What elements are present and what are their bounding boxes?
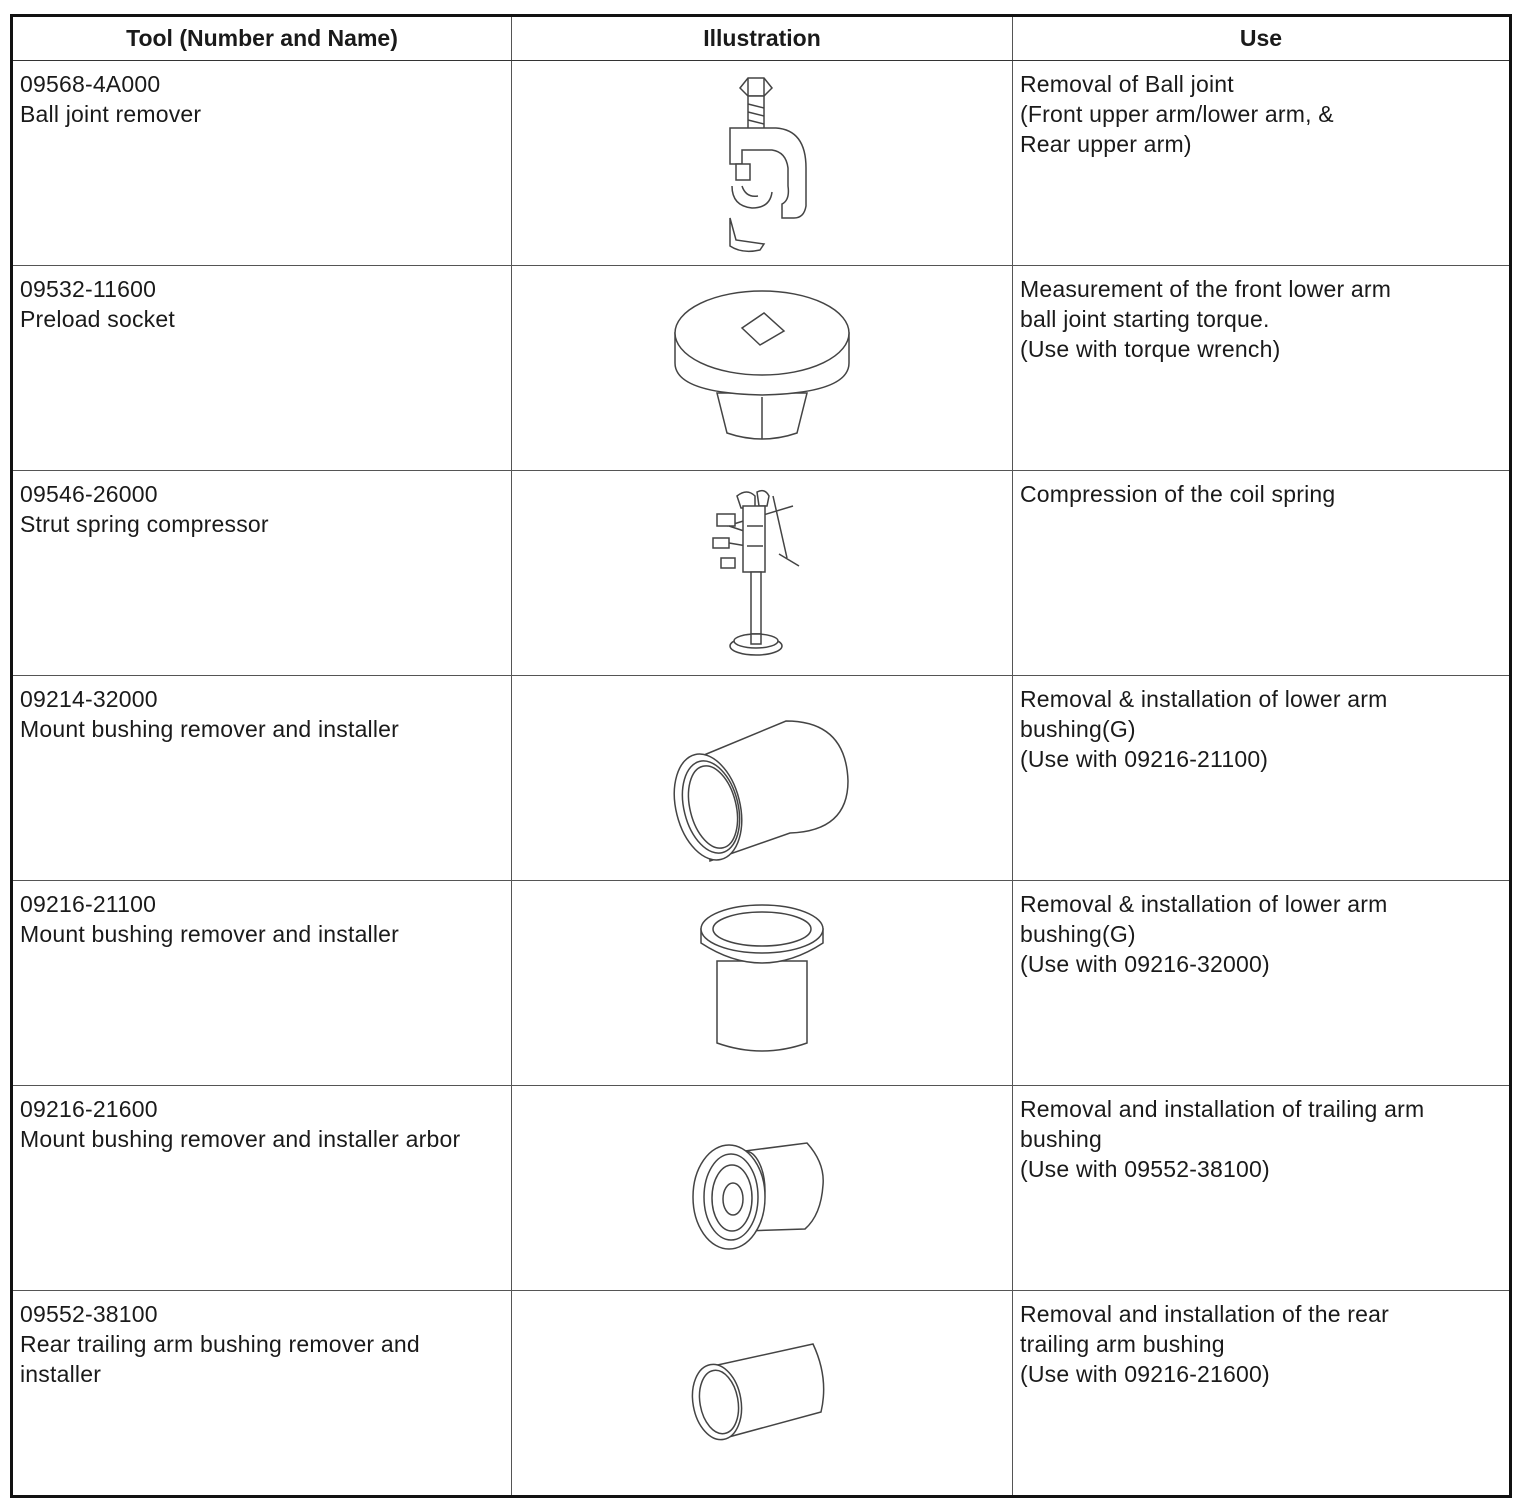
tool-cell <box>12 266 512 471</box>
use-cell <box>1013 1086 1511 1291</box>
table-row <box>12 1291 1511 1497</box>
tool-cell <box>12 1086 512 1291</box>
table-row <box>12 676 1511 881</box>
installer-arbor-icon <box>687 1123 837 1253</box>
special-tools-table <box>10 14 1512 1498</box>
use-cell <box>1013 1291 1511 1497</box>
tool-cell <box>12 881 512 1086</box>
illustration-cell <box>512 1291 1013 1497</box>
table-row <box>12 471 1511 676</box>
header-row <box>12 16 1511 61</box>
use-line: Compression of the coil spring <box>1020 481 1336 507</box>
flanged-bushing-installer-icon <box>697 903 827 1063</box>
preload-socket-icon <box>667 283 857 453</box>
header-use: Use <box>1013 16 1511 61</box>
use-line: Removal and installation of the rear <box>1020 1301 1390 1327</box>
table-row <box>12 881 1511 1086</box>
use-line: ball joint starting torque. <box>1020 306 1270 332</box>
use-cell <box>1013 676 1511 881</box>
illustration-cell <box>512 61 1013 266</box>
use-line: (Use with 09216-21600) <box>1020 1361 1270 1387</box>
strut-spring-compressor-icon <box>707 486 817 661</box>
tool-name: installer <box>20 1361 102 1387</box>
tool-cell <box>12 471 512 676</box>
use-line: (Use with torque wrench) <box>1020 336 1281 362</box>
use-line: trailing arm bushing <box>1020 1331 1225 1357</box>
illustration-cell <box>512 266 1013 471</box>
tool-name: Mount bushing remover and installer arbor <box>20 1126 461 1152</box>
tool-number: 09216-21600 <box>20 1096 158 1122</box>
use-cell <box>1013 266 1511 471</box>
table-row <box>12 266 1511 471</box>
illustration-cell <box>512 471 1013 676</box>
use-line: Rear upper arm) <box>1020 131 1192 157</box>
tool-name: Rear trailing arm bushing remover and <box>20 1331 420 1357</box>
tool-name: Preload socket <box>20 306 175 332</box>
tool-number: 09552-38100 <box>20 1301 158 1327</box>
tool-name: Mount bushing remover and installer <box>20 921 400 947</box>
illustration-cell <box>512 1086 1013 1291</box>
tool-name: Strut spring compressor <box>20 511 269 537</box>
use-line: (Use with 09216-21100) <box>1020 746 1269 772</box>
table-row <box>12 1086 1511 1291</box>
header-illustration: Illustration <box>512 16 1013 61</box>
use-line: Removal of Ball joint <box>1020 71 1234 97</box>
illustration-cell <box>512 881 1013 1086</box>
use-line: bushing(G) <box>1020 716 1136 742</box>
tool-name: Mount bushing remover and installer <box>20 716 400 742</box>
tool-name: Ball joint remover <box>20 101 202 127</box>
tool-number: 09568-4A000 <box>20 71 161 97</box>
use-line: (Use with 09552-38100) <box>1020 1156 1270 1182</box>
use-line: Removal and installation of trailing arm <box>1020 1096 1425 1122</box>
use-line: bushing(G) <box>1020 921 1136 947</box>
tool-cell <box>12 1291 512 1497</box>
tool-cell <box>12 676 512 881</box>
trailing-arm-bushing-tool-icon <box>687 1338 837 1448</box>
tool-number: 09546-26000 <box>20 481 158 507</box>
use-cell <box>1013 881 1511 1086</box>
tool-cell <box>12 61 512 266</box>
table-row <box>12 61 1511 266</box>
ball-joint-remover-icon <box>702 68 822 258</box>
bushing-cylinder-icon <box>670 691 855 866</box>
use-line: (Front upper arm/lower arm, & <box>1020 101 1334 127</box>
use-line: Removal & installation of lower arm <box>1020 891 1388 917</box>
tool-number: 09216-21100 <box>20 891 157 917</box>
illustration-cell <box>512 676 1013 881</box>
tool-number: 09532-11600 <box>20 276 157 302</box>
use-line: (Use with 09216-32000) <box>1020 951 1270 977</box>
use-cell <box>1013 471 1511 676</box>
use-line: bushing <box>1020 1126 1102 1152</box>
header-tool: Tool (Number and Name) <box>12 16 512 61</box>
use-cell <box>1013 61 1511 266</box>
tool-number: 09214-32000 <box>20 686 158 712</box>
use-line: Removal & installation of lower arm <box>1020 686 1388 712</box>
use-line: Measurement of the front lower arm <box>1020 276 1392 302</box>
